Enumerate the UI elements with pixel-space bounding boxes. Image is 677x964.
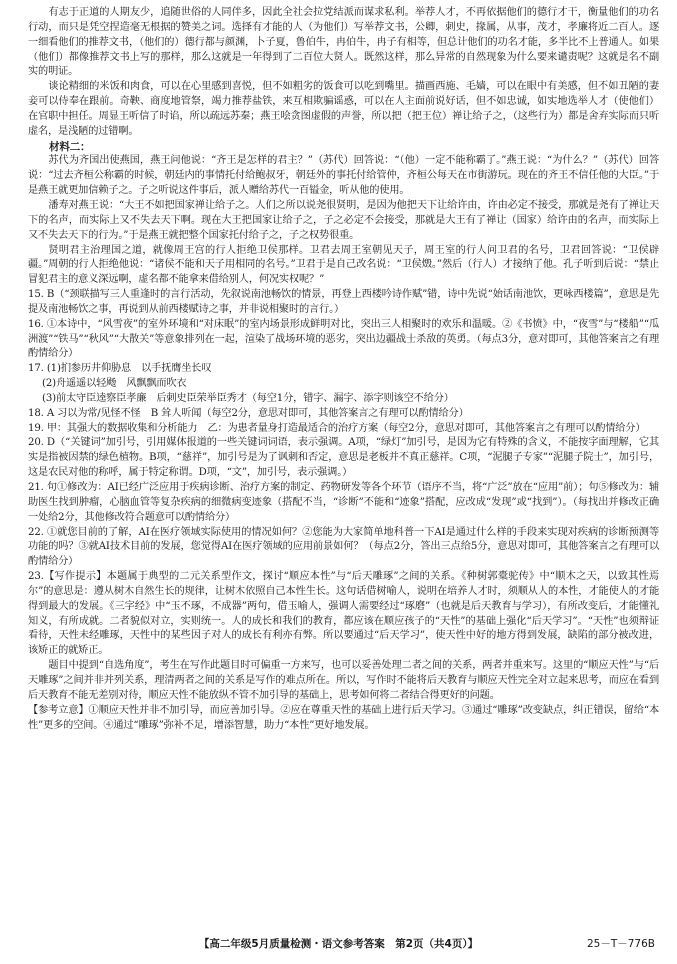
material-2-heading: 材料二： (49, 140, 91, 153)
content (28, 6, 659, 733)
answer-15: 15. B（“颈联描写三人重逢时的言行活动，先叙说南池畅饮的情景，再登上西楼吟诗作赋”错，诗中先说“始话南池饮，更咏西楼篇”，意思是先提及南池畅饮之事，再说到从前西楼赋诗之事，并非说相聚时的言行。） (28, 289, 659, 315)
translation-paragraph-2: 谈论精细的米饭和肉食，可以在心里感到喜悦，但不如粗劣的饭食可以吃到嘴里。描画西施、毛嫱，可以在眼中有美感，但不如丑陋的妻妾可以侍奉在跟前。奇鞅、商度地管祭，竭力推荐盐铁，来互相欺骗谣惑，可以在人主面前说好话，但不如忠诚，如实地选举人才（使他们）在官职中担任。周显王听信了时谄，所以疏远苏秦；燕王哙贪图虚假的声誉，所以把（把王位）禅让给子之，（这些行为）都是舍弃实际而只听虚名，是浅陋的过错啊。 (28, 81, 659, 137)
material-2-paragraph-1: 苏代为齐国出使燕国，燕王问他说：“齐王是怎样的君主？”（苏代）回答说：“（他）一定不能称霸了。”燕王说：“为什么？”（苏代）回答说：“过去齐桓公称霸的时候，朝廷内的事情托付给鲍叔牙，朝廷外的事托付给管仲，齐桓公每天在市街游玩。现在的齐王不信任他的大臣。”于是燕王就更加信赖子之。子之听说这件事后，派人赠给苏代一百镒金，听从他的使用。 (28, 155, 659, 197)
material-2-paragraph-2: 潘寿对燕王说：“大王不如把国家禅让给子之。人们之所以说尧很贤明，是因为他把天下让给许由，许由必定不接受，那就是尧有了禅让天下的名声，而实际上又不失去天下啊。现在大王把国家让给子之，子之必定不会接受，那就是大王有了禅让（国家）给许由的名声，而实际上又不失去天下的行为。”于是燕王就把整个国家托付给子之，子之权势很重。 (28, 199, 659, 241)
answer-16: 16. ①本诗中，“风雪夜”的室外环境和“对床眠”的室内场景形成鲜明对比，突出三人相聚时的欢乐和温暖。②《书愤》中，“夜雪”与“楼船”“瓜洲渡”“铁马”“秋风”“大散关”等意象排列在一起，渲染了战场环境的恶劣，突出边疆战士杀敌的英勇。（每点3分，意对即可，其他答案言之有理酌情给分） (28, 318, 659, 360)
answer-17-3: (3)前太守臣逵察臣孝廉 后刺史臣荣举臣秀才（每空1分，错字、漏字、添字则该空不给分） (42, 392, 454, 404)
answer-23-reference-ideas: 【参考立意】①顺应天性并非不加引导，而应善加引导。②应在尊重天性的基础上进行后天学习。③通过“雕琢”改变缺点，纠正错误，留给“本性”更多的空间。④通过“雕琢”弥补不足，增添智慧，助力“本性”更好地发展。 (28, 704, 659, 731)
answer-23-angle-note: 题目中提到“自选角度”，考生在写作此题目时可偏重一方来写，也可以妥善处理二者之间的关系，两者并重来写。这里的“顺应天性”与“后天雕琢”之间并非并列关系，理清两者之间的关系是写作的难点所在。所以，写作时不能将后天教育与顺应天性完全对立起来思考，而应在看到后天教育不能无差别对待，顺应天性不能放纵不管不加引导的基础上，思考如何将二者结合得更好的问题。 (28, 660, 659, 701)
answer-18: 18. A 习以为常/见怪不怪 B 耸人听闻（每空2分，意思对即可，其他答案言之有理可以酌情给分） (28, 407, 469, 419)
answer-21: 21. 句①修改为：AI已经广泛应用于疾病诊断、治疗方案的制定、药物研发等各个环节（语序不当，将“广泛”放在“应用”前）；句⑤修改为：辅助医生找到肿瘤，心脑血管等复杂疾病的细微病变迹象（搭配不当，“诊断”不能和“迹象”搭配，应改成“发现”或“找到”）。（每找出并修改正确一处给2分，其他修改符合题意可以酌情给分） (28, 482, 659, 523)
footer-doc-code: 25－T－776B (586, 938, 655, 950)
footer-page-info: 【高二年级5月质量检测・语文参考答案 第2页（共4页）】 (198, 938, 479, 950)
answer-23-writing-tips: 23.【写作提示】本题属于典型的二元关系型作文，探讨“顺应本性”与“后天雕琢”之间的关系。《种树郭橐驼传》中“顺木之天，以致其性焉尔”的意思是：遵从树木自然生长的规律，让树木依照自己本性生长。这句话借树喻人，说明在培养人才时，须顺从人的本性，才能使人的才能得到最大的发展。《三字经》中“玉不琢，不成器”两句，借玉喻人，强调人需要经过“琢磨”（也就是后天教育与学习），有所改变后，才能懂礼知义，有所成就。二者貌似对立，实则统一。人的成长和我们的教育，都应该在顺应孩子的“天性”的基础上强化“后天学习”。“天性”也须辩证看待，天性未经雕琢，天性中的某些因子对人的成长有利亦有弊。所以要通过“后天学习”，使天性中好的地方得到发展，缺陷的部分被改进，该矫正的就矫正。 (28, 571, 659, 657)
answer-17-1: 17. (1)扪参历井仰胁息 以手抚膺坐长叹 (28, 363, 212, 375)
translation-paragraph-1: 有志于正道的人期友少，追随世俗的人同伴多，因此全社会拉党结派而谋求私利。举荐人才，不再依据他们的德行才干，衡量他们的功名行动，而只是凭空捏造毫无根据的赞美之词。选择有才能的人（为他们）写举荐文书，公卿，刺史，掾属，从事，茂才，孝廉将近二百人。逐一细看他们的推荐文书，（他们的）德行都与颜渊，卜子夏，鲁伯牛，冉伯牛，冉子有相等，但总计他们的功名才能，多半比不上普通人。如果（他们）都像推荐文书上写的那样，那么这就是一年得到了二百位大贤人。既然这样，那么异常的自然现象为什么要来谴责呢？这就是名不副实的明证。 (28, 7, 659, 78)
material-2-paragraph-3: 贤明君主治理国之道，就像周王宫的行人拒绝卫侯那样。卫君去周王室朝见天子，周王室的行人问卫君的名号，卫君回答说：“卫侯辟疆。”周朝的行人拒绝他说：“诸侯不能和天子用相同的名号。”卫君于是自己改名说：“卫侯燬。”然后（行人）才接纳了他。孔子听到后说：“禁止冒犯君主的意义深远啊，虚名都不能拿来借给别人，何况实权呢？” (28, 244, 659, 286)
page-footer (0, 936, 677, 952)
answer-20: 20. D（“关键词”加引号，引用媒体报道的一些关键词词语，表示强调。A项，“绿灯”加引号，是因为它有特殊的含义，不能按字面理解，它其实是指被因禁的绿色植物。B项，“慈祥”，加引号是为了讽刺和否定，意思是老板并不真正慈祥。C项，“泥腿子专家”“泥腿子院士”，加引号，这是农民对他的称呼，属于特定称谓。D项，“文”，加引号，表示强调。） (28, 437, 659, 479)
answer-19: 19. 甲：其强大的数据收集和分析能力 乙：为患者量身打造最适合的治疗方案（每空2分，意思对即可，其他答案言之有理可以酌情给分） (28, 422, 646, 434)
answer-22: 22. ①就您目前的了解，AI在医疗领域实际使用的情况如何？②您能为大家简单地科普一下AI是通过什么样的手段来实现对疾病的诊断预测等功能的吗？③就AI技术目前的发展，您觉得AI在医疗领域的应用前景如何？（每点2分，答出三点给5分，意思对即可，其他答案言之有理可以酌情给分） (28, 526, 659, 568)
answer-17-2: (2)舟遥遥以轻飏 风飘飘而吹衣 (42, 378, 187, 390)
